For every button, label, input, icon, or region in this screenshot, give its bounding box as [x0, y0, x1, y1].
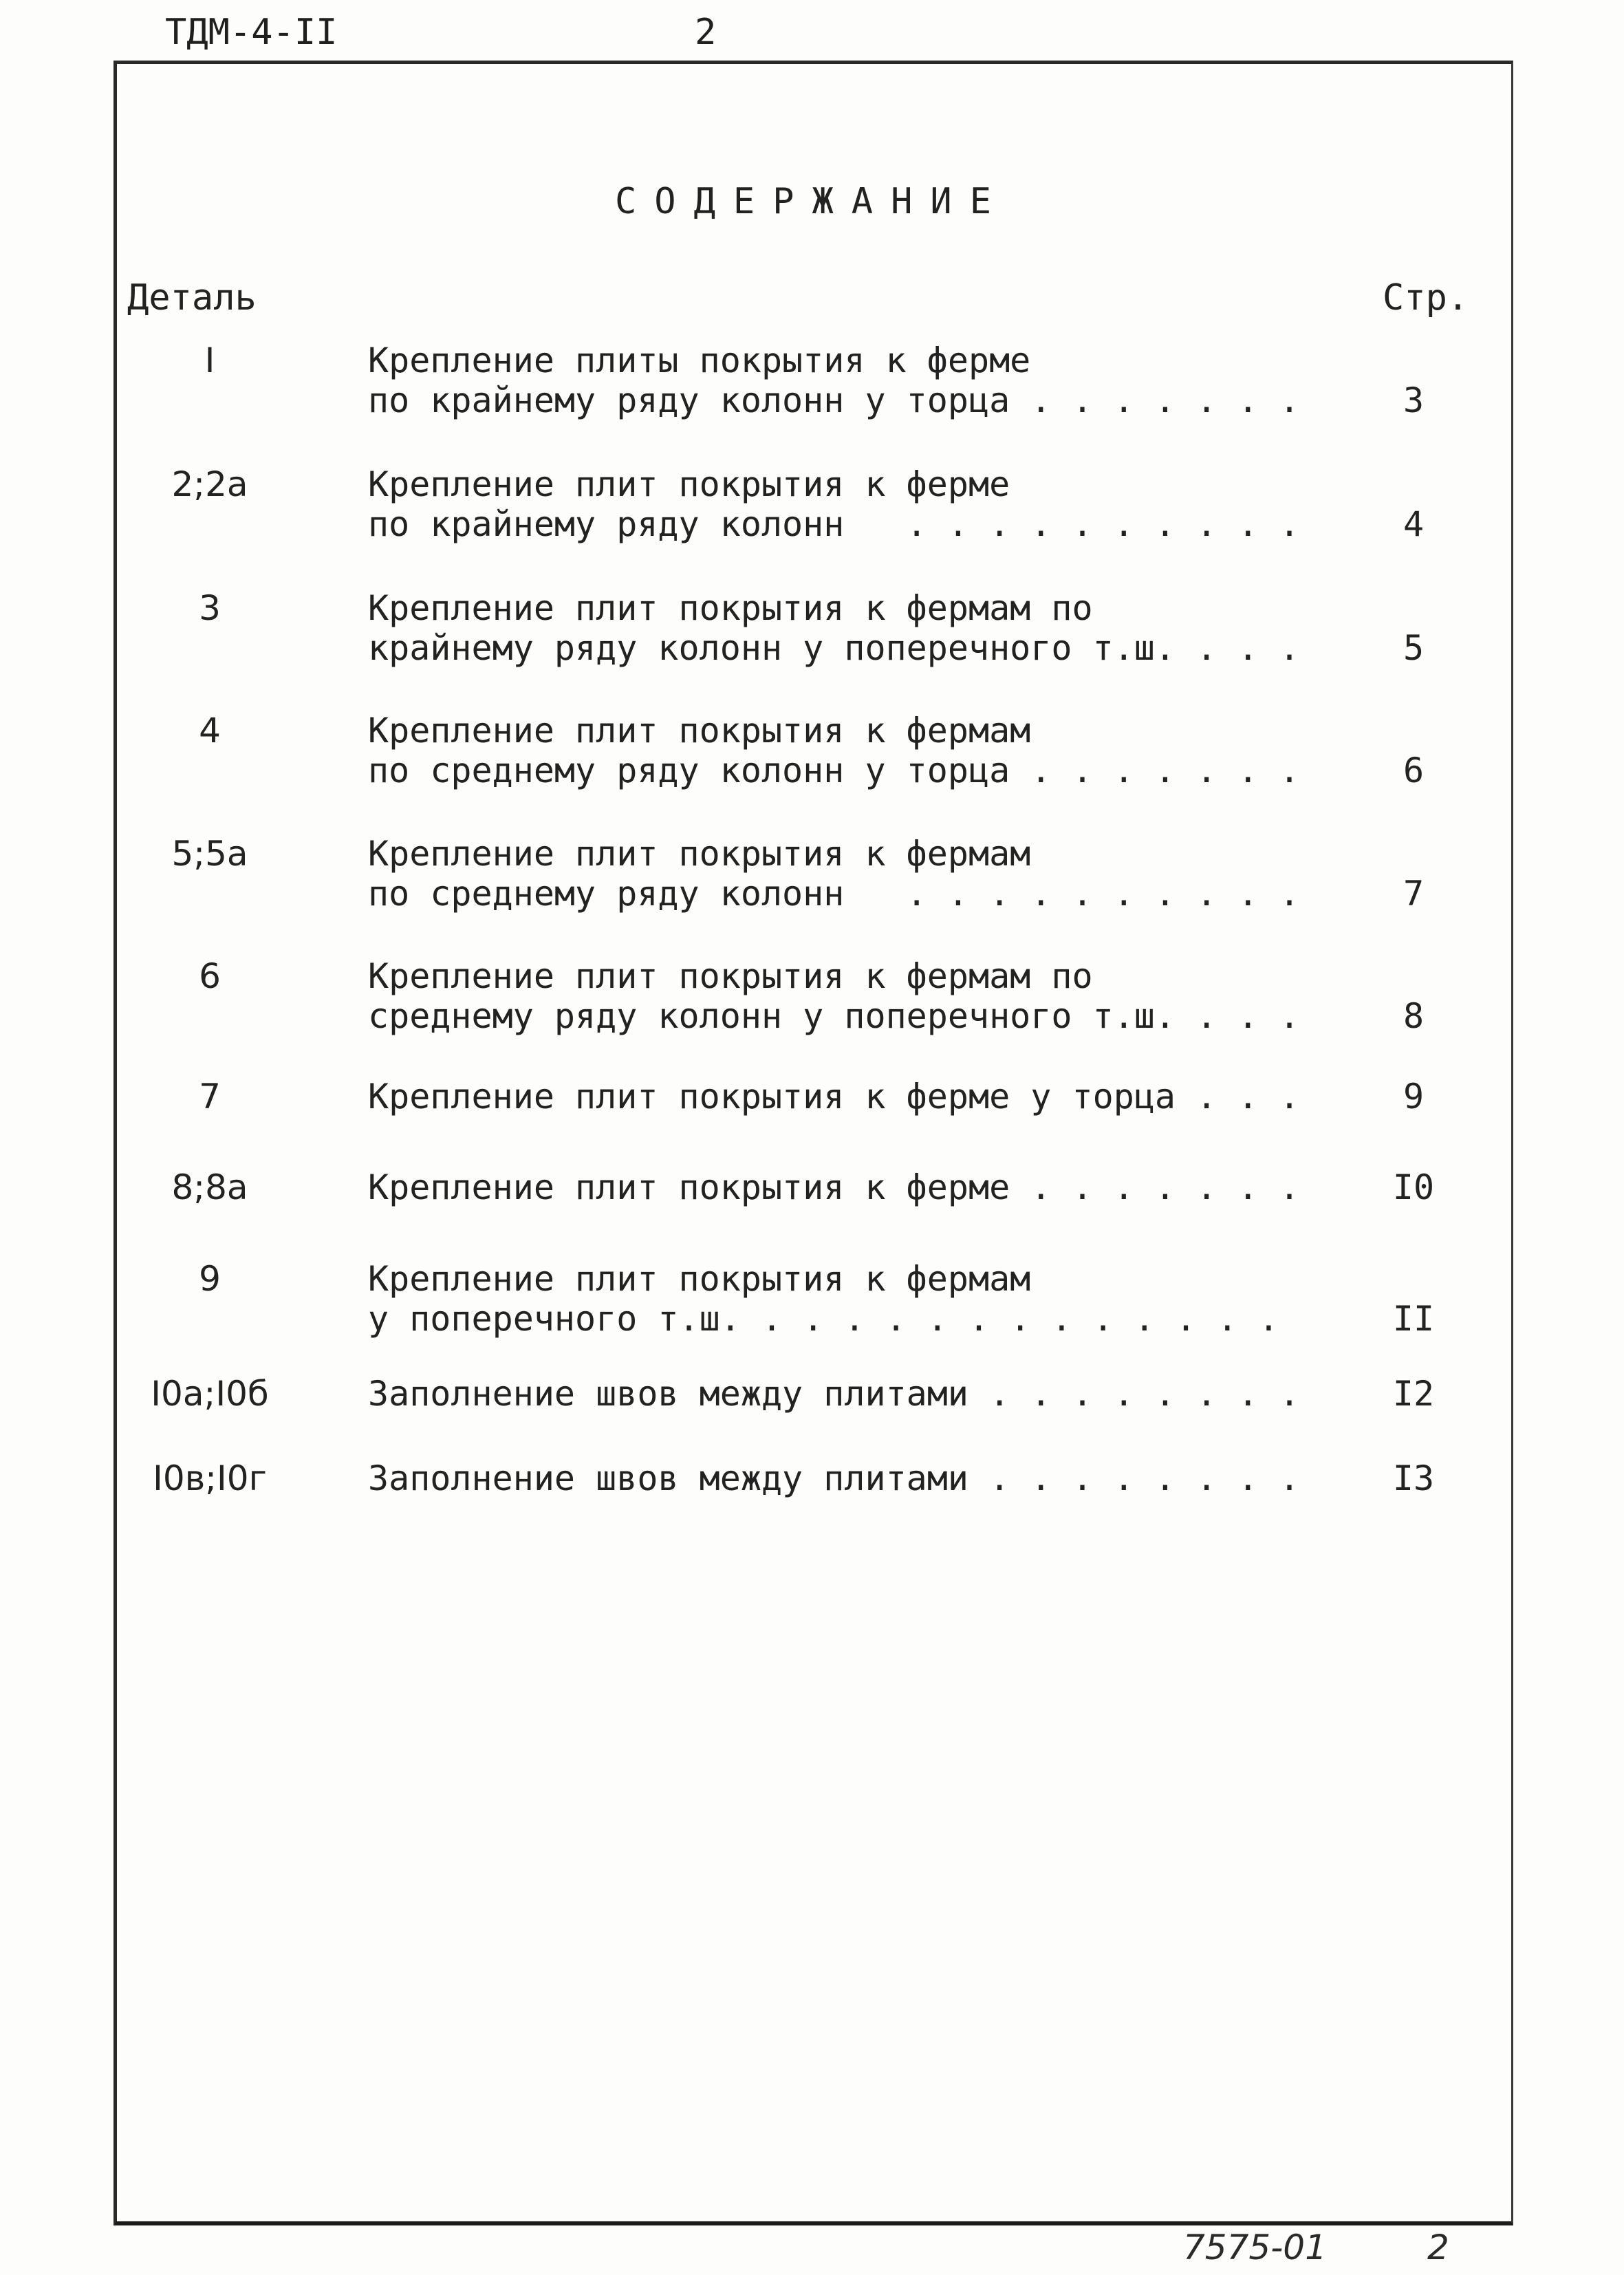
detail-description — [368, 1167, 1400, 1207]
detail-number: I0в;I0г — [153, 1458, 267, 1498]
description-line-1: Крепление плит покрытия к ферме — [368, 464, 1010, 504]
contents-row — [0, 464, 1624, 547]
page-reference: I3 — [1392, 1458, 1435, 1498]
contents-row — [0, 1077, 1624, 1159]
contents-row — [0, 1458, 1624, 1541]
description-line-1: Крепление плит покрытия к ферме у торца . . . — [368, 1077, 1300, 1117]
description-line-2: по крайнему ряду колонн у торца . . . . . . . — [368, 380, 1300, 420]
detail-number: I0а;I0б — [151, 1374, 269, 1414]
description-line-1: Крепление плит покрытия к фермам по — [368, 956, 1093, 996]
contents-row — [0, 588, 1624, 671]
page-reference: I0 — [1392, 1167, 1435, 1207]
detail-number: 5;5а — [171, 834, 248, 874]
description-line-2: среднему ряду колонн у поперечного т.ш. . . . — [368, 996, 1300, 1036]
contents-row — [0, 1167, 1624, 1250]
contents-row — [0, 1259, 1624, 1341]
detail-description — [368, 711, 1400, 790]
detail-number: 3 — [199, 588, 221, 628]
contents-title: СОДЕРЖАНИЕ — [614, 181, 1010, 222]
detail-number: 8;8а — [171, 1167, 248, 1207]
page-reference: 9 — [1403, 1077, 1425, 1117]
description-line-1: Заполнение швов между плитами . . . . . . . . — [368, 1458, 1300, 1498]
detail-column-header: Деталь — [127, 277, 257, 319]
page-reference: 7 — [1403, 874, 1425, 914]
description-line-1: Крепление плит покрытия к фермам — [368, 1259, 1031, 1299]
description-line-1: Крепление плит покрытия к фермам — [368, 711, 1031, 751]
page-number: 2 — [695, 12, 717, 53]
detail-description — [368, 834, 1400, 914]
description-line-2: по среднему ряду колонн . . . . . . . . . . — [368, 874, 1300, 914]
page-reference: 3 — [1403, 380, 1425, 420]
detail-number: 7 — [199, 1077, 221, 1117]
contents-row — [0, 1374, 1624, 1456]
contents-row — [0, 834, 1624, 916]
detail-number: 9 — [199, 1259, 221, 1299]
description-line-1: Крепление плит покрытия к фермам — [368, 834, 1031, 874]
description-line-1: Крепление плиты покрытия к ферме — [368, 341, 1031, 380]
stamp-sheet: 2 — [1427, 2228, 1449, 2267]
description-line-2: по среднему ряду колонн у торца . . . . . . . — [368, 751, 1300, 790]
description-line-1: Крепление плит покрытия к фермам по — [368, 588, 1093, 628]
page-reference: 8 — [1403, 996, 1425, 1036]
contents-row — [0, 711, 1624, 793]
detail-number: I — [204, 341, 215, 380]
description-line-1: Крепление плит покрытия к ферме . . . . . . . — [368, 1167, 1300, 1207]
doc-code: ТДМ-4-II — [165, 12, 338, 53]
stamp-number: 7575-01 — [1183, 2228, 1327, 2267]
detail-description — [368, 588, 1400, 668]
detail-number: 4 — [199, 711, 221, 751]
detail-description — [368, 464, 1400, 544]
detail-description — [368, 1259, 1400, 1339]
detail-description — [368, 341, 1400, 420]
detail-description — [368, 1374, 1400, 1414]
page-reference: 5 — [1403, 628, 1425, 668]
contents-row — [0, 956, 1624, 1039]
detail-description — [368, 1458, 1400, 1498]
detail-description — [368, 956, 1400, 1036]
page-reference: 6 — [1403, 751, 1425, 790]
page-reference: II — [1392, 1299, 1435, 1339]
description-line-2: по крайнему ряду колонн . . . . . . . . . . — [368, 504, 1300, 544]
detail-number: 6 — [199, 956, 221, 996]
description-line-1: Заполнение швов между плитами . . . . . . . . — [368, 1374, 1300, 1414]
page-reference: 4 — [1403, 504, 1425, 544]
description-line-2: крайнему ряду колонн у поперечного т.ш. . . . — [368, 628, 1300, 668]
page-reference: I2 — [1392, 1374, 1435, 1414]
page-column-header: Стр. — [1383, 277, 1469, 319]
detail-description — [368, 1077, 1400, 1117]
detail-number: 2;2а — [171, 464, 248, 504]
contents-row — [0, 341, 1624, 423]
description-line-2: у поперечного т.ш. . . . . . . . . . . . . . — [368, 1299, 1279, 1339]
